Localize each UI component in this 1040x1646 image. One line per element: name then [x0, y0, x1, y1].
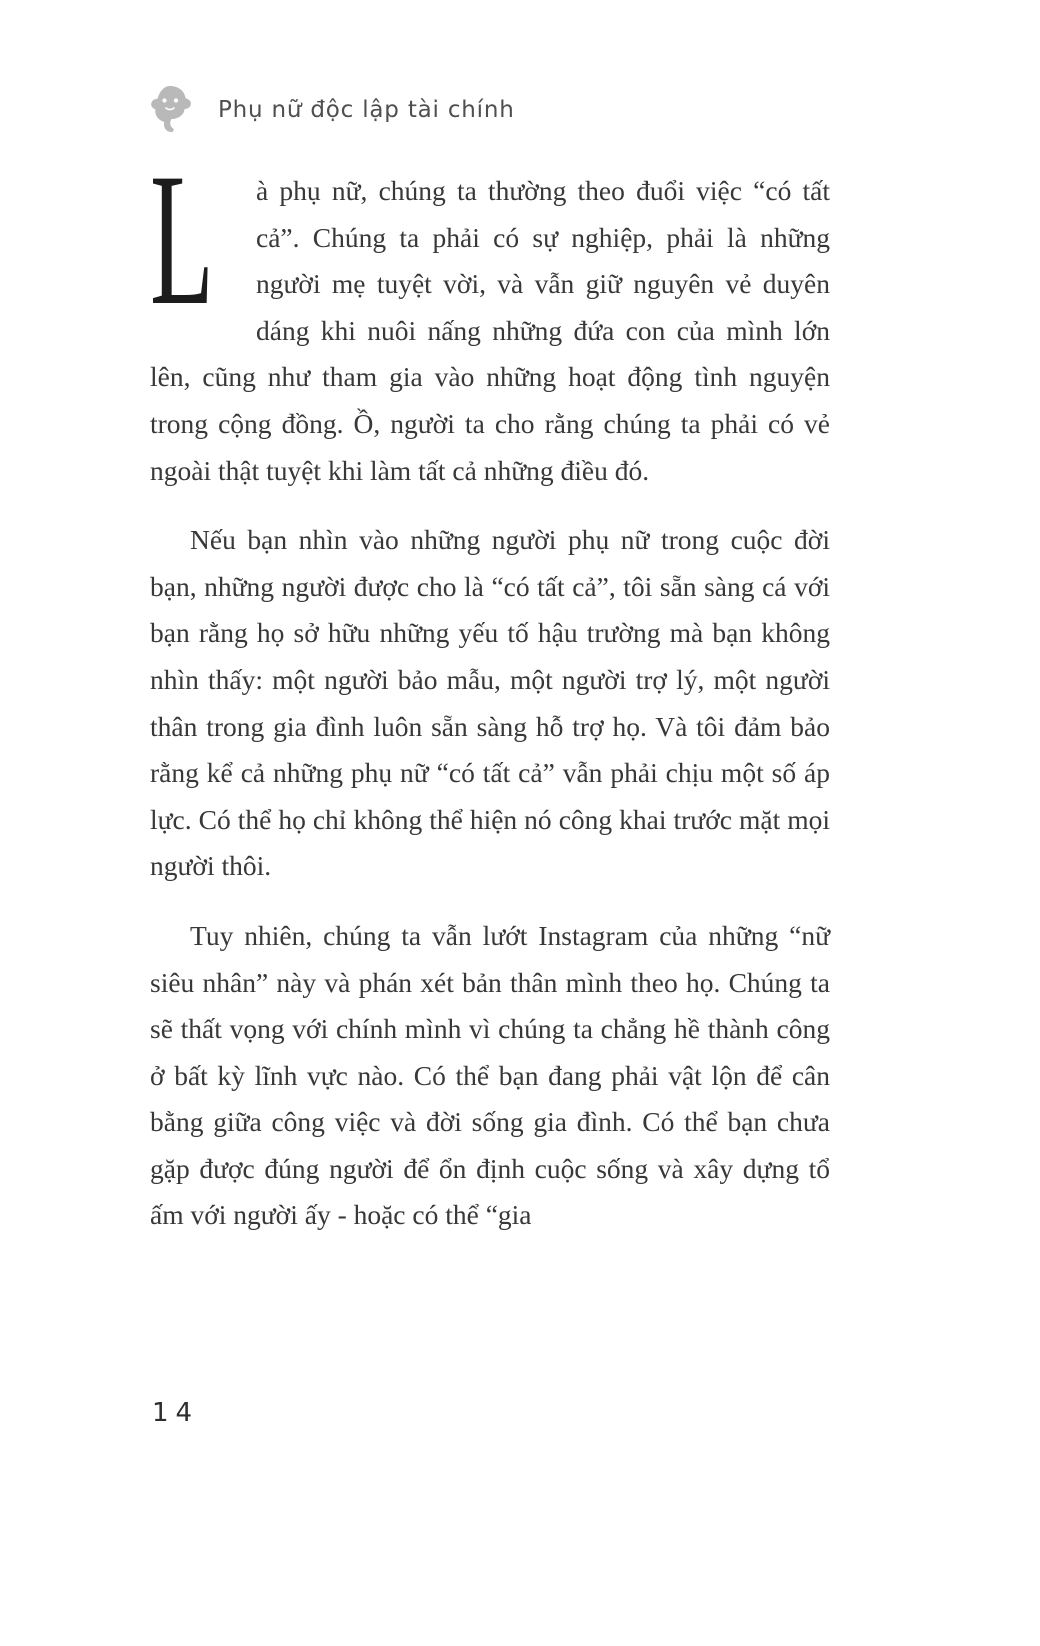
running-head-book-title: Phụ nữ độc lập tài chính [218, 97, 515, 123]
paragraph-1-text: à phụ nữ, chúng ta thường theo đuổi việc “có tất cả”. Chúng ta phải có sự nghiệp, phải là những người mẹ tuyệt vời, và vẫn giữ nguyên vẻ duyên dáng khi nuôi nấng những đứa con của mình lớn lên, cũng như tham gia vào những hoạt động tình nguyện trong cộng đồng. Ồ, người ta cho rằng chúng ta phải có vẻ ngoài thật tuyệt khi làm tất cả những điều đó. [150, 175, 830, 486]
paragraph-1 [150, 135, 830, 494]
page-header [146, 82, 515, 138]
publisher-mascot-icon [146, 82, 194, 138]
drop-cap-letter: L [150, 135, 214, 345]
page-number: 14 [152, 1398, 200, 1428]
body-text-block [150, 135, 830, 1262]
paragraph-3: Tuy nhiên, chúng ta vẫn lướt Instagram của những “nữ siêu nhân” này và phán xét bản thân mình theo họ. Chúng ta sẽ thất vọng với chính mình vì chúng ta chẳng hề thành công ở bất kỳ lĩnh vực nào. Có thể bạn đang phải vật lộn để cân bằng giữa công việc và đời sống gia đình. Có thể bạn chưa gặp được đúng người để ổn định cuộc sống và xây dựng tổ ấm với người ấy - hoặc có thể “gia [150, 919, 830, 1231]
paragraph-2: Nếu bạn nhìn vào những người phụ nữ trong cuộc đời bạn, những người được cho là “có tất cả”, tôi sẵn sàng cá với bạn rằng họ sở hữu những yếu tố hậu trường mà bạn không nhìn thấy: một người bảo mẫu, một người trợ lý, một người thân trong gia đình luôn sẵn sàng hỗ trợ họ. Và tôi đảm bảo rằng kể cả những phụ nữ “có tất cả” vẫn phải chịu một số áp lực. Có thể họ chỉ không thể hiện nó công khai trước mặt mọi người thôi. [150, 524, 830, 882]
